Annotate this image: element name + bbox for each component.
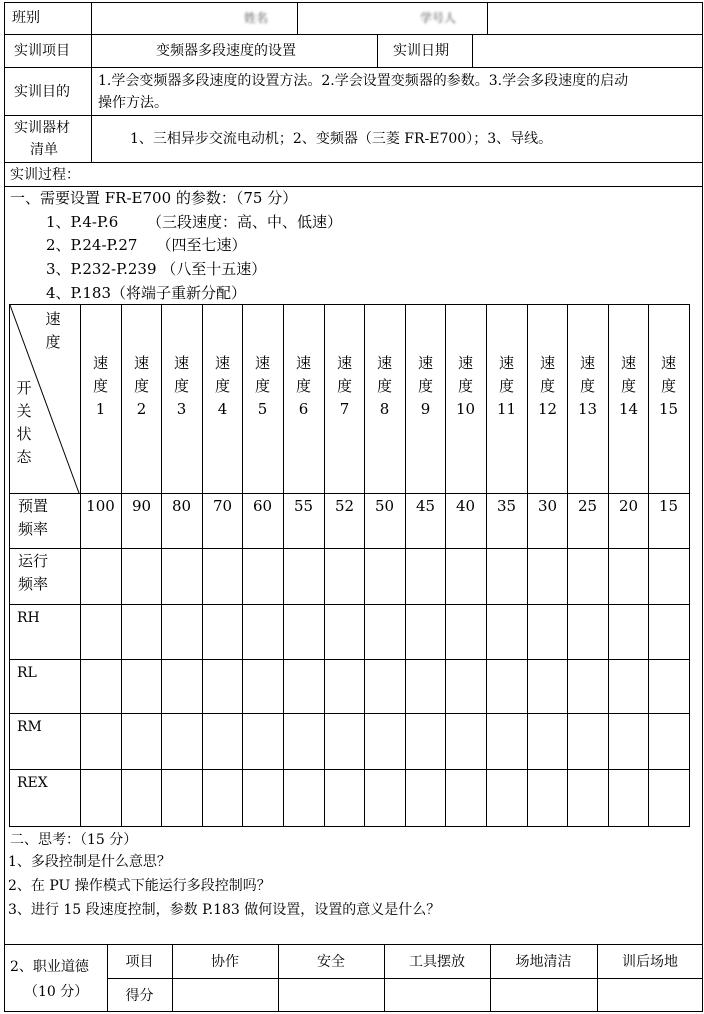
speed-header: 速度12: [537, 354, 558, 418]
student-id-label-blurred: 学号人: [420, 11, 457, 25]
purpose-label: 实训目的: [14, 84, 70, 100]
preset-frequency-value: 90: [131, 497, 152, 515]
preset-frequency-value: 40: [455, 497, 476, 515]
preset-frequency-value: 100: [86, 497, 115, 515]
ethics-header: 训后场地: [622, 954, 678, 970]
param-item-3: 3、P.232-P.239 （八至十五速）: [46, 260, 267, 278]
param-item-1: 1、P.4-P.6 （三段速度：高、中、低速）: [46, 213, 342, 231]
item-col-label: 项目: [125, 954, 154, 970]
question-2: 2、在 PU 操作模式下能运行多段控制吗？: [8, 878, 271, 894]
ethics-header: 协作: [211, 954, 239, 970]
speed-header: 速度11: [496, 354, 517, 418]
speed-header: 速度1: [92, 354, 108, 418]
purpose-line-2: 操作方法。: [98, 95, 168, 111]
ethics-header: 工具摆放: [409, 954, 465, 970]
question-3: 3、进行 15 段速度控制，参数 P.183 做何设置，设置的意义是什么？: [8, 902, 441, 918]
preset-label-1: 预置: [18, 497, 49, 515]
preset-frequency-value: 52: [334, 497, 355, 515]
switch-row-label: RM: [17, 719, 42, 735]
ethics-label-2: （10 分）: [24, 984, 89, 1000]
switch-row-label: RL: [17, 665, 37, 681]
preset-frequency-value: 55: [293, 497, 314, 515]
switch-row-label: REX: [17, 775, 48, 791]
speed-header: 速度8: [376, 354, 392, 418]
project-value: 变频器多段速度的设置: [156, 43, 296, 59]
equipment-value: 1、三相异步交流电动机；2、变频器（三菱 FR-E700）；3、导线。: [130, 131, 553, 147]
corner-top-label: 速度: [45, 310, 61, 351]
run-label-2: 频率: [18, 575, 49, 593]
project-label: 实训项目: [14, 43, 70, 59]
date-label: 实训日期: [393, 43, 449, 59]
speed-header: 速度7: [336, 354, 352, 418]
param-item-2: 2、P.24-P.27 （四至七速）: [46, 236, 247, 254]
speed-header: 速度6: [295, 354, 311, 418]
preset-frequency-value: 25: [577, 497, 598, 515]
speed-header: 速度13: [577, 354, 598, 418]
equipment-label-2: 清单: [30, 142, 58, 158]
ethics-label-1: 2、职业道德: [10, 959, 89, 975]
class-label: 班别: [12, 10, 40, 26]
question-1: 1、多段控制是什么意思？: [8, 854, 171, 870]
preset-frequency-value: 30: [537, 497, 558, 515]
preset-frequency-value: 80: [171, 497, 192, 515]
speed-header: 速度4: [214, 354, 230, 418]
preset-frequency-value: 20: [618, 497, 639, 515]
param-item-4: 4、P.183（将端子重新分配）: [46, 284, 246, 302]
speed-header: 速度10: [455, 354, 476, 418]
name-label-blurred: 姓名: [244, 11, 269, 25]
preset-frequency-value: 45: [415, 497, 436, 515]
preset-frequency-value: 35: [496, 497, 517, 515]
run-label-1: 运行: [18, 552, 49, 570]
preset-frequency-value: 50: [374, 497, 395, 515]
speed-header: 速度5: [254, 354, 270, 418]
section1-title: 一、需要设置 FR-E700 的参数：（75 分）: [10, 189, 298, 207]
speed-header: 速度3: [173, 354, 189, 418]
preset-frequency-value: 15: [658, 497, 679, 515]
preset-frequency-value: 70: [212, 497, 233, 515]
corner-bottom-label: 开关状态: [16, 379, 32, 466]
preset-label-2: 频率: [18, 520, 49, 538]
purpose-line-1: 1.学会变频器多段速度的设置方法。2.学会设置变频器的参数。3.学会多段速度的启动: [98, 73, 629, 89]
speed-header: 速度9: [417, 354, 433, 418]
speed-header: 速度2: [133, 354, 149, 418]
switch-row-label: RH: [17, 610, 40, 626]
preset-frequency-value: 60: [252, 497, 273, 515]
ethics-header: 场地清洁: [515, 954, 572, 970]
ethics-header: 安全: [317, 954, 345, 970]
speed-header: 速度15: [658, 354, 679, 418]
process-label: 实训过程：: [10, 167, 80, 183]
score-col-label: 得分: [125, 988, 154, 1004]
equipment-label-1: 实训器材: [14, 120, 70, 136]
speed-header: 速度14: [618, 354, 639, 418]
section2-title: 二、思考：（15 分）: [10, 832, 138, 848]
